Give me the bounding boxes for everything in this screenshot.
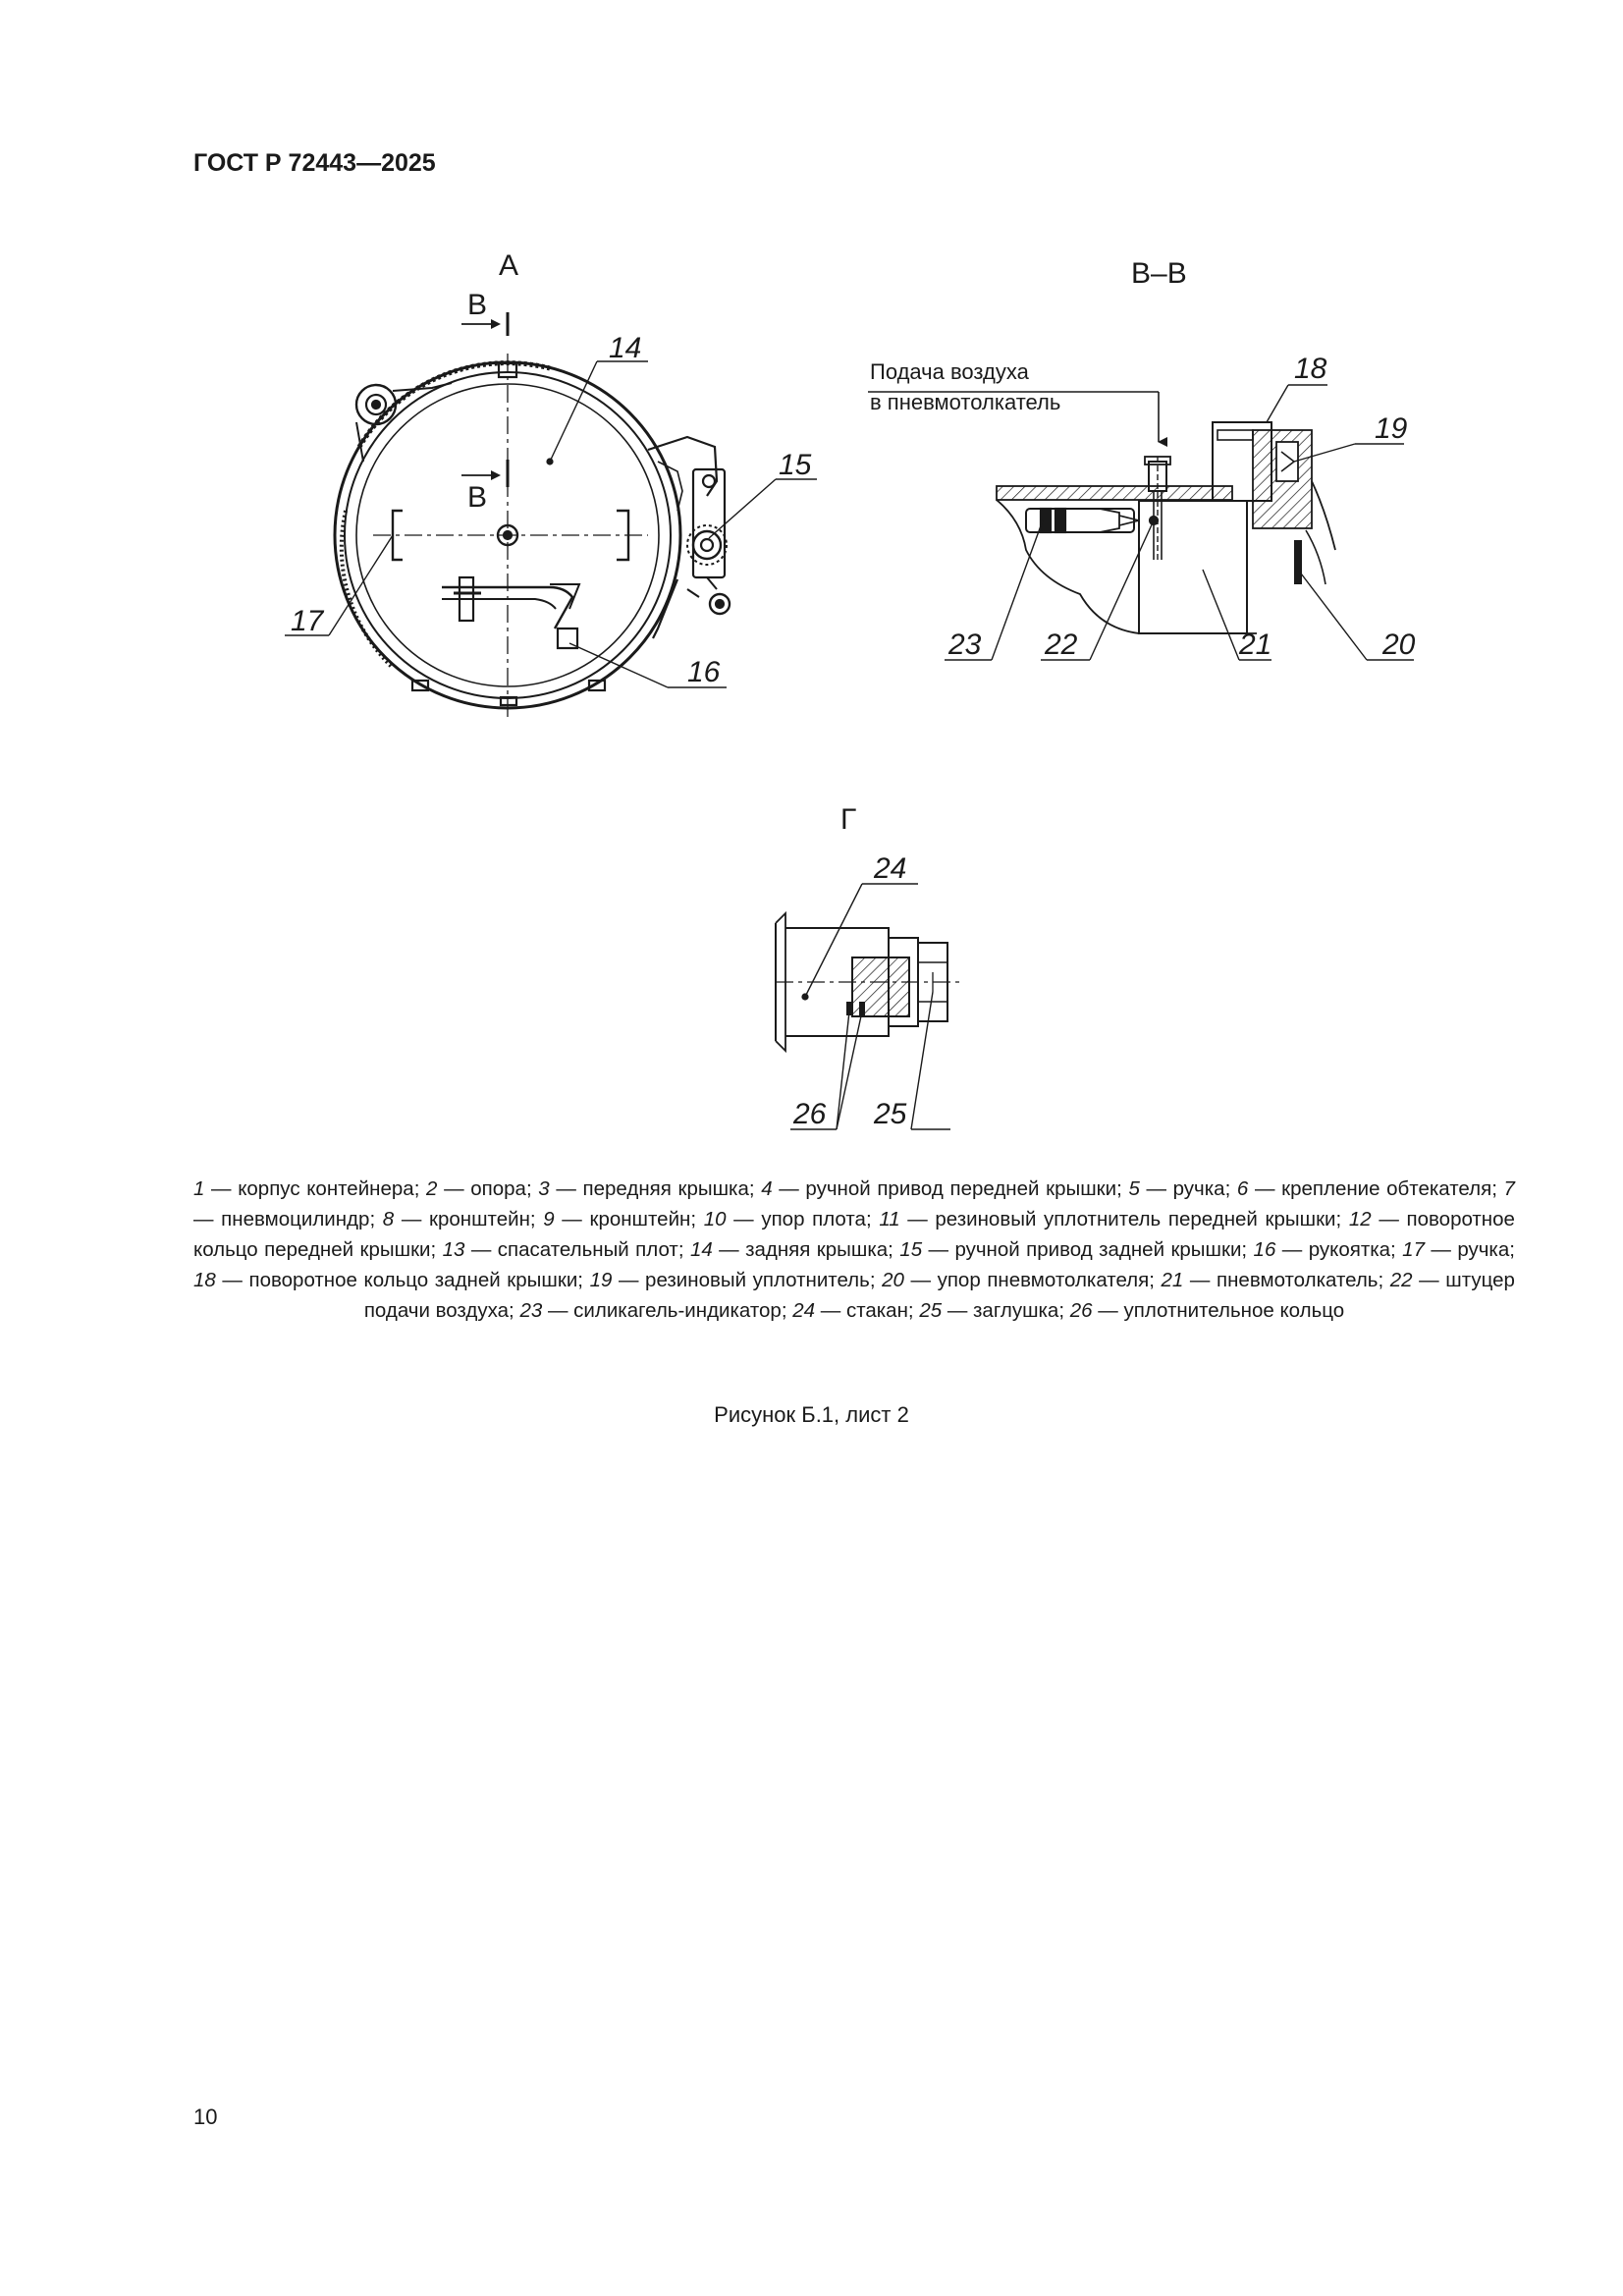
legend-item: 16 — рукоятка; — [1253, 1238, 1403, 1261]
callout-18: 18 — [1294, 353, 1327, 385]
legend-item-text: корпус контейнера — [238, 1177, 414, 1200]
legend-item: 9 — кронштейн; — [543, 1208, 704, 1230]
callout-24: 24 — [874, 852, 907, 885]
legend-item: 24 — стакан; — [792, 1299, 920, 1322]
legend-item-number: 19 — [589, 1269, 613, 1291]
legend-item-number: 9 — [543, 1208, 555, 1230]
callout-21: 21 — [1239, 629, 1272, 661]
legend-item: 26 — уплотнительное кольцо — [1069, 1299, 1345, 1322]
legend-item: 8 — кронштейн; — [382, 1208, 544, 1230]
callout-23: 23 — [948, 629, 982, 661]
legend-item-number: 8 — [382, 1208, 395, 1230]
legend-item-number: 21 — [1161, 1269, 1184, 1291]
legend-item: 7 — пневмоцилиндр; — [193, 1177, 1515, 1230]
legend-item-number: 23 — [519, 1299, 543, 1322]
legend-item-number: 26 — [1069, 1299, 1093, 1322]
legend-item-text: кронштейн — [429, 1208, 530, 1230]
legend-item-number: 24 — [792, 1299, 816, 1322]
callout-22: 22 — [1045, 629, 1078, 661]
legend-item: 21 — пневмотолкатель; — [1161, 1269, 1390, 1291]
section-mark-top: В — [467, 289, 488, 321]
legend-item-text: поворотное кольцо задней крышки — [248, 1269, 578, 1291]
legend-item-text: кронштейн — [589, 1208, 691, 1230]
callout-14: 14 — [609, 332, 642, 364]
section-mark-mid: В — [467, 481, 488, 514]
legend-item: 20 — упор пневмотолкателя; — [882, 1269, 1162, 1291]
document-header: ГОСТ Р 72443—2025 — [193, 149, 436, 177]
legend-item-number: 4 — [761, 1177, 773, 1200]
legend-item-number: 1 — [193, 1177, 205, 1200]
legend-item-text: упор плота — [761, 1208, 866, 1230]
legend-item: 4 — ручной привод передней крышки; — [761, 1177, 1129, 1200]
view-g-label: Г — [840, 803, 857, 836]
legend-item-text: уплотнительное кольцо — [1123, 1299, 1345, 1322]
legend-item: 17 — ручка; — [1402, 1238, 1515, 1261]
legend-item-text: штуцер подачи воздуха — [363, 1269, 1515, 1322]
legend-item-number: 5 — [1128, 1177, 1140, 1200]
legend-item: 5 — ручка; — [1128, 1177, 1237, 1200]
legend-item: 25 — заглушка; — [919, 1299, 1070, 1322]
legend-item-number: 6 — [1236, 1177, 1249, 1200]
legend-item-text: пневмотолкатель — [1217, 1269, 1379, 1291]
legend-item-number: 22 — [1389, 1269, 1413, 1291]
legend-item-number: 11 — [879, 1208, 900, 1230]
legend-item-text: опора — [470, 1177, 526, 1200]
view-g-drawing — [776, 803, 962, 1129]
legend-item-text: рукоятка — [1308, 1238, 1391, 1261]
legend-item: 13 — спасательный плот; — [442, 1238, 690, 1261]
legend-item: 10 — упор плота; — [703, 1208, 880, 1230]
legend-item: 15 — ручной привод задней крышки; — [899, 1238, 1254, 1261]
legend-item: 18 — поворотное кольцо задней крышки; — [193, 1269, 590, 1291]
legend-item: 22 — штуцер подачи воздуха; — [363, 1269, 1515, 1322]
callout-17: 17 — [291, 605, 324, 637]
legend-item-number: 18 — [193, 1269, 216, 1291]
legend-item-text: задняя крышка — [745, 1238, 889, 1261]
legend-item-number: 2 — [426, 1177, 438, 1200]
legend-item-text: ручной привод передней крышки — [805, 1177, 1117, 1200]
legend-item: 23 — силикагель-индикатор; — [519, 1299, 793, 1322]
legend-item-text: спасательный плот — [497, 1238, 678, 1261]
section-bb-label: В–В — [1131, 257, 1187, 290]
legend-item-number: 17 — [1402, 1238, 1425, 1261]
callout-20: 20 — [1382, 629, 1416, 661]
legend-item-number: 14 — [689, 1238, 713, 1261]
legend-item-text: пневмоцилиндр — [221, 1208, 370, 1230]
legend-item: 12 — поворотное кольцо передней крышки; — [193, 1208, 1515, 1261]
legend-item-number: 10 — [703, 1208, 727, 1230]
legend-item-text: силикагель-индикатор — [573, 1299, 782, 1322]
legend-item-number: 15 — [899, 1238, 923, 1261]
view-a-label: А — [499, 249, 519, 282]
legend-item: 3 — передняя крышка; — [538, 1177, 762, 1200]
callout-15: 15 — [779, 449, 812, 481]
legend-item-text: ручной привод задней крышки — [954, 1238, 1242, 1261]
air-supply-line2: в пневмотолкатель — [870, 390, 1061, 414]
legend-item-number: 20 — [882, 1269, 904, 1291]
legend-item-text: резиновый уплотнитель — [645, 1269, 870, 1291]
legend-item-number: 7 — [1503, 1177, 1515, 1200]
legend-item: 1 — корпус контейнера; — [193, 1177, 427, 1200]
legend-item: 2 — опора; — [426, 1177, 539, 1200]
legend-item-text: резиновый уплотнитель передней крышки — [935, 1208, 1336, 1230]
legend-item-number: 13 — [442, 1238, 465, 1261]
figure-caption: Рисунок Б.1, лист 2 — [714, 1402, 909, 1427]
legend-item-text: передняя крышка — [582, 1177, 749, 1200]
legend-item-text: заглушка — [973, 1299, 1059, 1322]
legend-item: 6 — крепление обтекателя; — [1236, 1177, 1504, 1200]
air-supply-line1: Подача воздуха — [870, 359, 1029, 384]
legend-item-number: 12 — [1348, 1208, 1372, 1230]
callout-25: 25 — [874, 1098, 907, 1130]
callout-19: 19 — [1375, 412, 1408, 445]
legend-item-text: стакан — [845, 1299, 908, 1322]
legend-item: 19 — резиновый уплотнитель; — [589, 1269, 883, 1291]
page-number: 10 — [193, 2105, 218, 2129]
legend-item-number: 16 — [1253, 1238, 1276, 1261]
legend-item-text: упор пневмотолкателя — [937, 1269, 1150, 1291]
legend-item: 14 — задняя крышка; — [689, 1238, 900, 1261]
legend-item: 11 — резиновый уплотнитель передней крышки; — [879, 1208, 1349, 1230]
callout-16: 16 — [687, 656, 721, 688]
legend-item-number: 3 — [538, 1177, 550, 1200]
legend-item-text: ручка — [1457, 1238, 1510, 1261]
view-a-drawing — [285, 249, 817, 717]
legend-item-text: крепление обтекателя — [1281, 1177, 1492, 1200]
callout-26: 26 — [793, 1098, 827, 1130]
section-bb-drawing — [868, 257, 1414, 660]
figure-legend — [193, 1174, 1515, 1326]
legend-item-text: ручка — [1172, 1177, 1225, 1200]
legend-item-text: поворотное кольцо передней крышки — [193, 1208, 1515, 1261]
legend-item-number: 25 — [919, 1299, 943, 1322]
